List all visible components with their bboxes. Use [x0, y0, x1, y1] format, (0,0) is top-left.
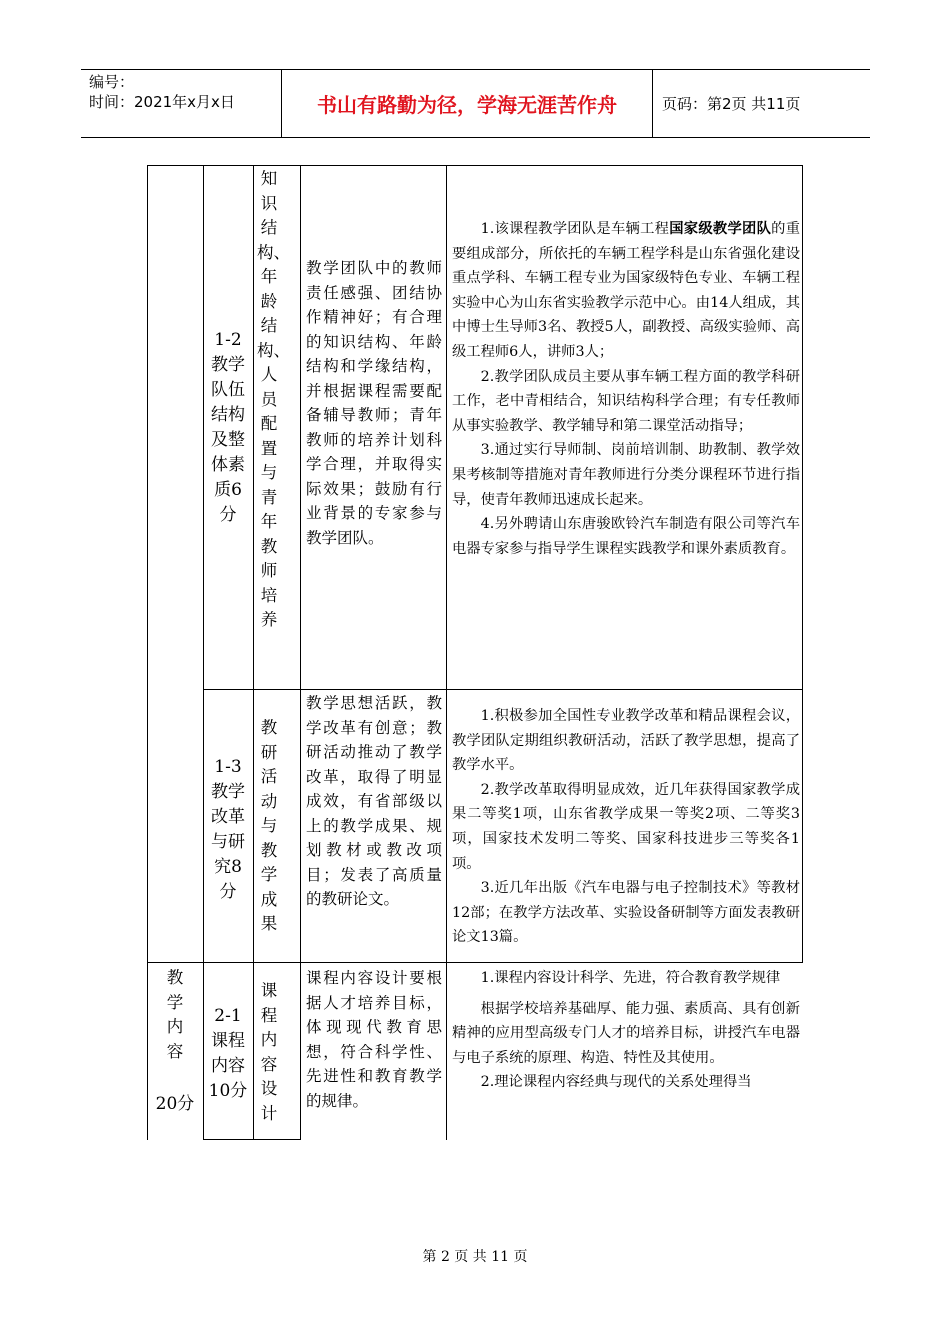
item-2-1: 2-1课程内容10分: [208, 1006, 248, 1101]
item-1-3: 1-3教学改革与研究8分: [211, 757, 245, 902]
code-label: 编号：: [89, 73, 135, 91]
description-1-3: [452, 704, 800, 950]
point-1-3: 教研活动与教学成果: [260, 718, 278, 933]
criteria-2-1: 课程内容设计要根据人才培养目标，体现现代教育思想，符合科学性、先进性和教育教学的规律。: [306, 969, 442, 1110]
desc-1-2-p3: 3.通过实行导师制、岗前培训制、助教制、教学效果考核制等措施对青年教师进行分类分课程环节进行指导，使青年教师迅速成长起来。: [452, 442, 800, 508]
date-line: 时间：2021年x月x日: [89, 93, 235, 111]
header-meta: [81, 70, 282, 137]
category-score: 20分: [155, 1094, 195, 1114]
desc-2-1-p2: 根据学校培养基础厚、能力强、素质高、具有创新精神的应用型高级专门人才的培养目标，讲授汽车电器与电子系统的原理、构造、特性及其使用。: [452, 1000, 800, 1066]
desc-2-1-p1: 1.课程内容设计科学、先进，符合教育教学规律: [480, 970, 781, 986]
criteria-1-3: 教学思想活跃，教学改革有创意；教研活动推动了教学改革，取得了明显成效，有省部级以上的教学成果、规划教材或教改项目；发表了高质量的教研论文。: [306, 694, 442, 908]
header-motto: 书山有路勤为径，学海无涯苦作舟: [282, 70, 653, 137]
desc-2-1-p3: 2.理论课程内容经典与现代的关系处理得当: [480, 1074, 752, 1091]
desc-1-2-bold: 国家级教学团队: [669, 221, 772, 237]
page-footer: 第 2 页 共 11 页: [422, 1249, 528, 1265]
desc-1-2-p4: 4.另外聘请山东唐骏欧铃汽车制造有限公司等汽车电器专家参与指导学生课程实践教学和课外素质教育。: [452, 516, 800, 557]
desc-1-2-p2: 2.教学团队成员主要从事车辆工程方面的教学科研工作，老中青相结合，知识结构科学合理；有专任教师从事实验教学、教学辅导和第二课堂活动指导；: [452, 368, 800, 434]
point-2-1: 课程内容设计: [260, 981, 278, 1123]
desc-1-2-p1: 1.该课程教学团队是车辆工程国家级教学团队的重要组成部分，所依托的车辆工程学科是山东省强化建设重点学科、车辆工程专业为国家级特色专业、车辆工程实验中心为山东省实验教学示范中心。由14人组成，其中博士生导师3名、教授5人，副教授、高级实验师、高级工程师6人，讲师3人；: [452, 221, 801, 360]
description-1-2: [452, 217, 800, 561]
point-1-2: 知识结构、年龄结构、人员配置与青年教师培养: [257, 169, 290, 629]
criteria-1-2: 教学团队中的教师责任感强、团结协作精神好；有合理的知识结构、年龄结构和学缘结构，并根据课程需要配备辅导教师；青年教师的培养计划科学合理，并取得实际效果；鼓励有行业背景的专家参与教学团队。: [306, 259, 442, 547]
desc-1-3-p2: 2.教学改革取得明显成效，近几年获得国家教学成果二等奖1项，山东省教学成果一等奖2项、二等奖3项，国家技术发明二等奖、国家科技进步三等奖各1项。: [452, 781, 800, 872]
item-1-2: 1-2教学队伍结构及整体素质6分: [211, 330, 245, 525]
desc-1-3-p1: 1.积极参加全国性专业教学改革和精品课程会议，教学团队定期组织教研活动，活跃了教学思想，提高了教学水平。: [452, 708, 800, 774]
desc-1-3-p3: 3.近几年出版《汽车电器与电子控制技术》等教材12部；在教学方法改革、实验设备研制等方面发表教研论文13篇。: [452, 880, 800, 946]
page-header: [81, 69, 870, 138]
description-2-1: [452, 966, 800, 1095]
header-page-info: 页码：第2页 共11页: [662, 95, 801, 113]
category-teaching-content: 教学内容: [166, 968, 184, 1061]
